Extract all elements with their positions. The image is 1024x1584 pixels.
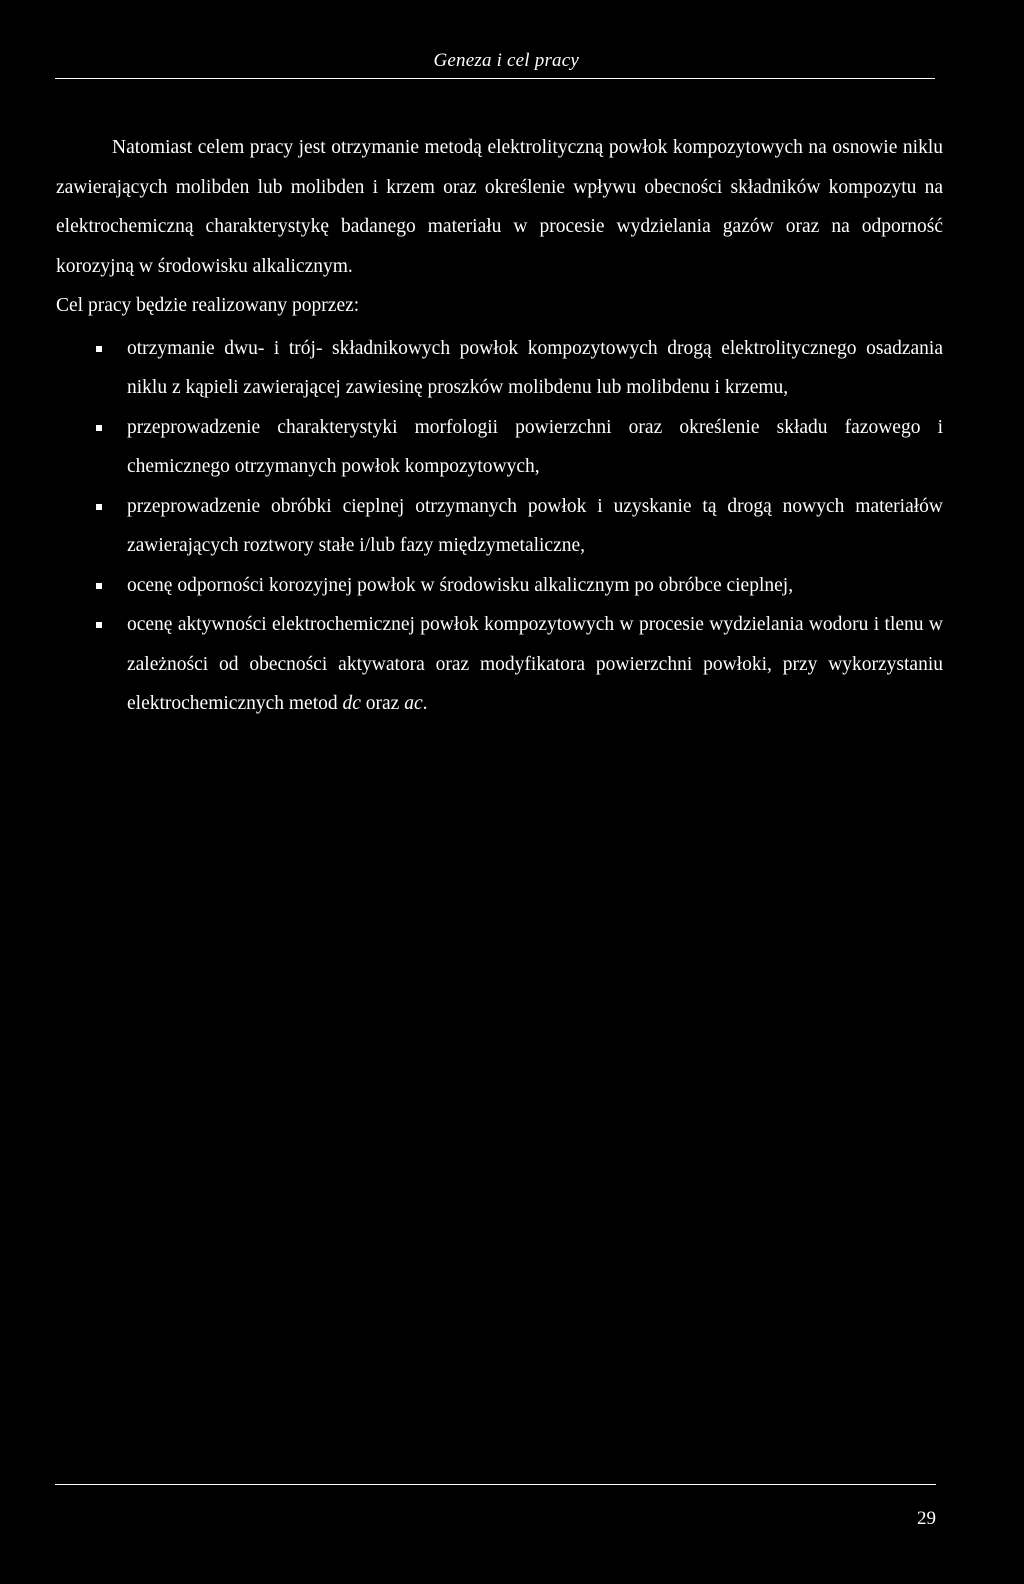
bullet-square-icon xyxy=(96,425,102,431)
list-item-text: przeprowadzenie obróbki cieplnej otrzymanych powłok i uzyskanie tą drogą nowych materiałów zawierających roztwory stałe i/lub fazy międzymetaliczne, xyxy=(127,495,943,556)
footer-rule xyxy=(55,1484,936,1485)
list-item-text xyxy=(127,614,943,714)
goal-lead-paragraph: Cel pracy będzie realizowany poprzez: xyxy=(56,295,360,316)
list-item xyxy=(56,408,943,487)
header-title: Geneza i cel pracy xyxy=(433,50,579,71)
bullet-square-icon xyxy=(96,346,102,352)
page-body xyxy=(56,128,943,724)
list-item-text-part: . xyxy=(422,693,428,714)
list-item xyxy=(56,566,943,606)
method-dc: dc xyxy=(342,693,361,714)
running-header xyxy=(55,44,935,79)
method-ac: ac xyxy=(404,693,423,714)
list-item xyxy=(56,329,943,408)
list-item-text-part: ocenę aktywności elektrochemicznej powłok kompozytowych w procesie wydzielania wodoru i tlenu w zależności od obecności aktywatora oraz modyfikatora powierzchni powłoki, przy wykorzystaniu elektrochemicznych metod xyxy=(127,614,943,714)
bullet-square-icon xyxy=(96,622,102,628)
bullet-square-icon xyxy=(96,504,102,510)
goal-list xyxy=(56,329,943,724)
list-item xyxy=(56,605,943,724)
list-item xyxy=(56,487,943,566)
page-number: 29 xyxy=(917,1508,936,1529)
intro-paragraph: Natomiast celem pracy jest otrzymanie metodą elektrolityczną powłok kompozytowych na osnowie niklu zawierających molibden lub molibden i krzem oraz określenie wpływu obecności składników kompozytu na elektrochemiczną charakterystykę badanego materiału w procesie wydzielania gazów oraz na odporność korozyjną w środowisku alkalicznym. xyxy=(56,137,943,277)
list-item-text: ocenę odporności korozyjnej powłok w środowisku alkalicznym po obróbce cieplnej, xyxy=(127,574,794,596)
bullet-square-icon xyxy=(96,583,102,589)
list-item-text: otrzymanie dwu- i trój- składnikowych powłok kompozytowych drogą elektrolitycznego osadzania niklu z kąpieli zawierającej zawiesinę proszków molibdenu lub molibdenu i krzemu, xyxy=(127,337,943,398)
list-item-text: przeprowadzenie charakterystyki morfologii powierzchni oraz określenie składu fazowego i chemicznego otrzymanych powłok kompozytowych, xyxy=(127,416,943,477)
list-item-text-part: oraz xyxy=(360,693,405,714)
